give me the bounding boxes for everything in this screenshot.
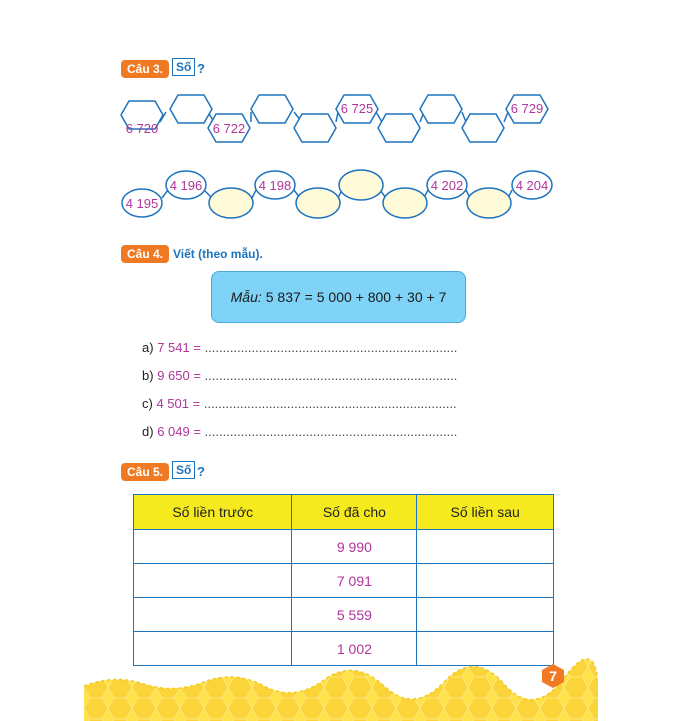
hex-value-6725: 6 725 <box>340 101 374 116</box>
cell-next[interactable] <box>417 564 554 598</box>
oval-cell-9[interactable] <box>467 188 511 218</box>
question-4-heading: Viết (theo mẫu). <box>173 247 263 261</box>
exercise-label: d) <box>142 424 154 439</box>
hex-cell-4[interactable] <box>251 95 293 123</box>
hex-cell-7[interactable] <box>378 114 420 142</box>
hex-value-6720: 6 720 <box>125 121 159 136</box>
question-3-so-box: Số <box>172 58 195 76</box>
cell-previous[interactable] <box>134 564 292 598</box>
exercise-number: 9 650 = <box>157 368 201 383</box>
exercise-number: 4 501 = <box>156 396 201 411</box>
header-given: Số đã cho <box>292 495 417 530</box>
bottom-honeycomb-banner <box>84 656 598 721</box>
question-5-badge: Câu 5. <box>121 463 169 481</box>
answer-dots[interactable]: ...................................................................... <box>204 424 458 439</box>
cell-given: 9 990 <box>292 530 417 564</box>
header-previous: Số liền trước <box>134 495 292 530</box>
number-table <box>133 494 554 666</box>
page-number-badge <box>542 664 564 688</box>
exercise-number: 7 541 = <box>157 340 201 355</box>
answer-dots[interactable]: ...................................................................... <box>204 340 458 355</box>
sample-expression: 5 837 = 5 000 + 800 + 30 + 7 <box>265 289 447 305</box>
exercise-label: a) <box>142 340 154 355</box>
oval-cell-3[interactable] <box>209 188 253 218</box>
cell-previous[interactable] <box>134 598 292 632</box>
cell-given: 1 002 <box>292 632 417 666</box>
oval-value-4202: 4 202 <box>430 178 464 193</box>
cell-next[interactable] <box>417 598 554 632</box>
exercise-label: c) <box>142 396 153 411</box>
oval-chain <box>118 166 558 222</box>
table-header-row <box>134 495 554 530</box>
hex-value-6722: 6 722 <box>212 121 246 136</box>
answer-dots[interactable]: ...................................................................... <box>204 368 458 383</box>
oval-cell-6[interactable] <box>339 170 383 200</box>
cell-previous[interactable] <box>134 530 292 564</box>
oval-value-4195: 4 195 <box>125 196 159 211</box>
hex-cell-2[interactable] <box>170 95 212 123</box>
table-row <box>134 598 554 632</box>
exercise-number: 6 049 = <box>157 424 201 439</box>
oval-cell-7[interactable] <box>383 188 427 218</box>
answer-dots[interactable]: ...................................................................... <box>203 396 457 411</box>
exercise-line-d[interactable] <box>142 424 457 439</box>
page-number: 7 <box>549 668 557 684</box>
question-5-qmark: ? <box>197 464 205 479</box>
sample-label: Mẫu: <box>230 289 262 305</box>
hex-cell-9[interactable] <box>462 114 504 142</box>
cell-next[interactable] <box>417 530 554 564</box>
question-5-so-box: Số <box>172 461 195 479</box>
hex-cell-5[interactable] <box>294 114 336 142</box>
table-row <box>134 564 554 598</box>
question-3-badge: Câu 3. <box>121 60 169 78</box>
cell-given: 7 091 <box>292 564 417 598</box>
oval-value-4204: 4 204 <box>515 178 549 193</box>
question-3-qmark: ? <box>197 61 205 76</box>
exercise-line-c[interactable] <box>142 396 457 411</box>
sample-box <box>211 271 466 323</box>
exercise-line-a[interactable] <box>142 340 457 355</box>
cell-given: 5 559 <box>292 598 417 632</box>
oval-value-4196: 4 196 <box>169 178 203 193</box>
exercise-label: b) <box>142 368 154 383</box>
question-4-badge: Câu 4. <box>121 245 169 263</box>
hex-cell-8[interactable] <box>420 95 462 123</box>
exercise-line-b[interactable] <box>142 368 457 383</box>
table-row <box>134 530 554 564</box>
oval-value-4198: 4 198 <box>258 178 292 193</box>
hex-value-6729: 6 729 <box>510 101 544 116</box>
header-next: Số liền sau <box>417 495 554 530</box>
oval-cell-5[interactable] <box>296 188 340 218</box>
